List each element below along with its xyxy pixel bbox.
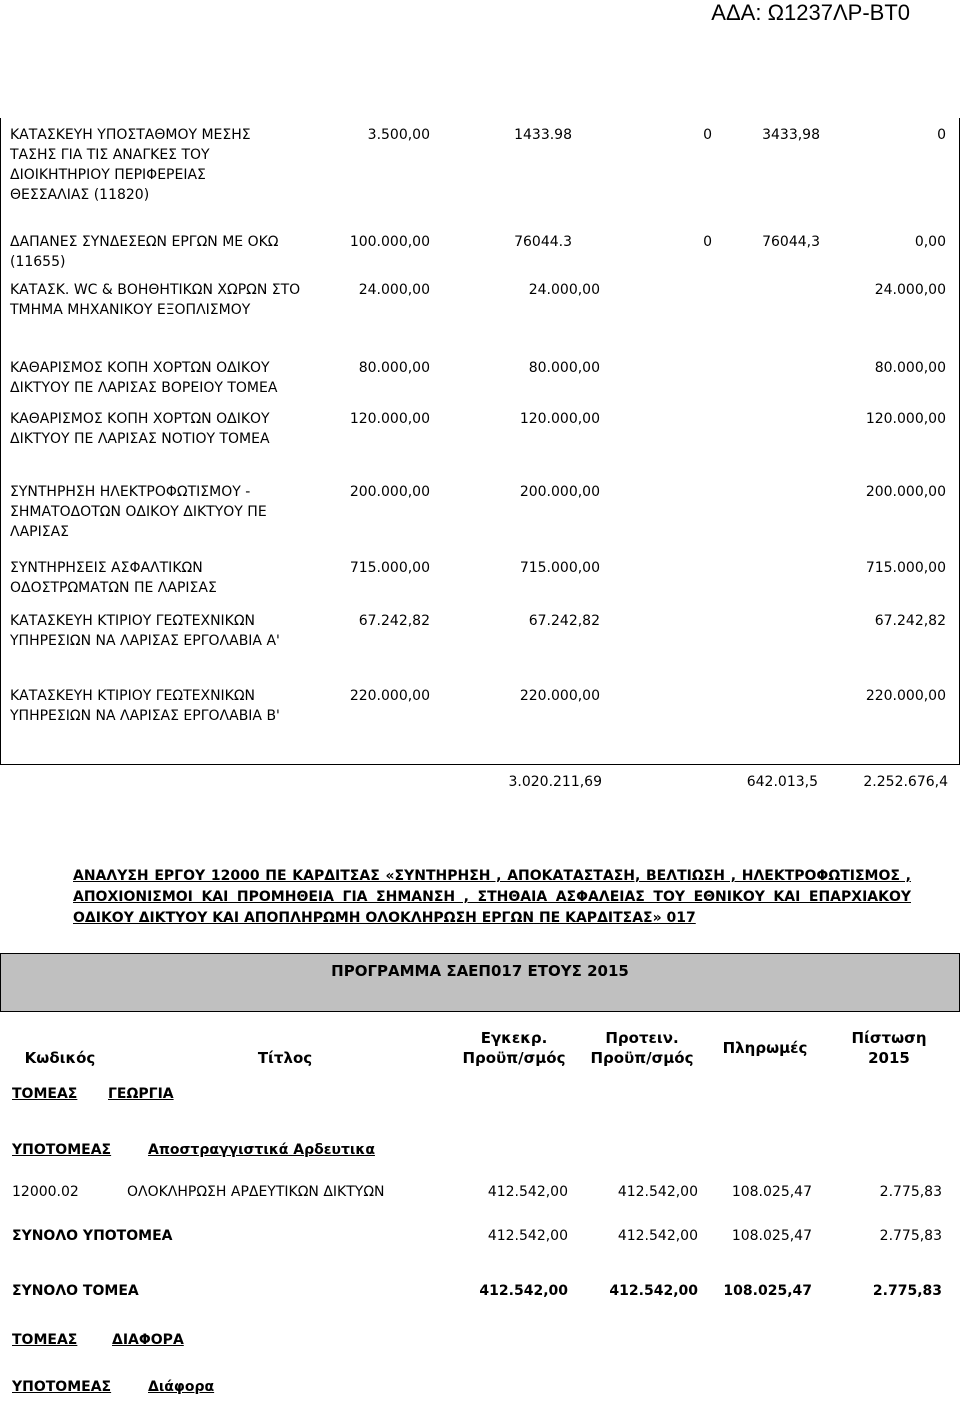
table-cell: 76044,3 — [762, 234, 820, 250]
table-row-title: ΚΑΤΑΣΚΕΥΗ ΚΤΙΡΙΟΥ ΓΕΩΤΕΧΝΙΚΩΝ ΥΠΗΡΕΣΙΩΝ ΝΑ ΛΑΡΙΣΑΣ ΕΡΓΟΛΑΒΙΑ Α' — [10, 613, 280, 649]
col-credit-line1: Πίστωση — [851, 1029, 927, 1047]
table-cell: 67.242,82 — [358, 613, 430, 629]
item-title: ΟΛΟΚΛΗΡΩΣΗ ΑΡΔΕΥΤΙΚΩΝ ΔΙΚΤΥΩΝ — [127, 1184, 385, 1200]
subsector-name: Διάφορα — [148, 1379, 215, 1395]
col-approved-line2: Προϋπ/σμός — [462, 1049, 566, 1067]
table-cell: 715.000,00 — [349, 560, 430, 576]
col-proposed-line1: Προτειν. — [605, 1029, 679, 1047]
table-cell: 200.000,00 — [865, 484, 946, 500]
table-cell: 24.000,00 — [358, 282, 430, 298]
table-cell: 80.000,00 — [874, 360, 946, 376]
subsector-total-payments: 108.025,47 — [731, 1228, 812, 1244]
item-payments: 108.025,47 — [731, 1184, 812, 1200]
sector-total-credit: 2.775,83 — [872, 1283, 942, 1299]
table-cell: 0 — [703, 127, 712, 143]
table-row-title: ΚΑΘΑΡΙΣΜΟΣ ΚΟΠΗ ΧΟΡΤΩΝ ΟΔΙΚΟΥ ΔΙΚΤΥΟΥ ΠΕ ΛΑΡΙΣΑΣ ΒΟΡΕΙΟΥ ΤΟΜΕΑ — [10, 360, 278, 396]
item-credit: 2.775,83 — [879, 1184, 942, 1200]
table-cell: 0,00 — [914, 234, 946, 250]
total-credit: 2.252.676,4 — [863, 774, 948, 790]
table-cell: 715.000,00 — [865, 560, 946, 576]
table-cell: 200.000,00 — [519, 484, 600, 500]
total-payments: 642.013,5 — [746, 774, 818, 790]
item-proposed: 412.542,00 — [617, 1184, 698, 1200]
subsector-total-proposed: 412.542,00 — [617, 1228, 698, 1244]
col-proposed-line2: Προϋπ/σμός — [590, 1049, 694, 1067]
item-approved: 412.542,00 — [487, 1184, 568, 1200]
col-payments: Πληρωμές — [722, 1039, 808, 1057]
table-cell: 24.000,00 — [528, 282, 600, 298]
program-band — [0, 953, 960, 1012]
table-row-title: ΣΥΝΤΗΡΗΣΗ ΗΛΕΚΤΡΟΦΩΤΙΣΜΟΥ - ΣΗΜΑΤΟΔΟΤΩΝ ΟΔΙΚΟΥ ΔΙΚΤΥΟΥ ΠΕ ΛΑΡΙΣΑΣ — [10, 484, 267, 540]
table-cell: 0 — [937, 127, 946, 143]
sector-total-label: ΣΥΝΟΛΟ ΤΟΜΕΑ — [12, 1283, 139, 1299]
table-row-title: ΚΑΘΑΡΙΣΜΟΣ ΚΟΠΗ ΧΟΡΤΩΝ ΟΔΙΚΟΥ ΔΙΚΤΥΟΥ ΠΕ ΛΑΡΙΣΑΣ ΝΟΤΙΟΥ ΤΟΜΕΑ — [10, 411, 270, 447]
col-approved-line1: Εγκεκρ. — [480, 1029, 548, 1047]
table-row-title: ΔΑΠΑΝΕΣ ΣΥΝΔΕΣΕΩΝ ΕΡΓΩΝ ΜΕ ΟΚΩ (11655) — [10, 234, 279, 270]
subsector-total-approved: 412.542,00 — [487, 1228, 568, 1244]
subsector-total-label: ΣΥΝΟΛΟ ΥΠΟΤΟΜΕΑ — [12, 1228, 173, 1244]
table-row-title: ΣΥΝΤΗΡΗΣΕΙΣ ΑΣΦΑΛΤΙΚΩΝ ΟΔΟΣΤΡΩΜΑΤΩΝ ΠΕ ΛΑΡΙΣΑΣ — [10, 560, 217, 596]
table-cell: 3433,98 — [762, 127, 820, 143]
sector-name: ΓΕΩΡΓΙΑ — [108, 1086, 174, 1102]
sector-total-payments: 108.025,47 — [723, 1283, 812, 1299]
total-approved: 3.020.211,69 — [508, 774, 602, 790]
table-cell: 1433.98 — [514, 127, 572, 143]
table-cell: 220.000,00 — [349, 688, 430, 704]
table-cell: 67.242,82 — [528, 613, 600, 629]
section-title: ΑΝΑΛΥΣΗ ΕΡΓΟΥ 12000 ΠΕ ΚΑΡΔΙΤΣΑΣ «ΣΥΝΤΗΡΗΣΗ , ΑΠΟΚΑΤΑΣΤΑΣΗ, ΒΕΛΤΙΩΣΗ , ΗΛΕΚΤΡΟΦΩΤΙΣΜΟΣ , ΑΠΟΧΙΟΝΙΣΜΟΙ ΚΑΙ ΠΡΟΜΗΘΕΙΑ ΓΙΑ ΣΗΜΑΝΣΗ , ΣΤΗΘΑΙΑ ΑΣΦΑΛΕΙΑΣ ΤΟΥ ΕΘΝΙΚΟΥ ΚΑΙ ΕΠΑΡΧΙΑΚΟΥ ΟΔΙΚΟΥ ΔΙΚΤΥΟΥ ΚΑΙ ΑΠΟΠΛΗΡΩΜΗ ΟΛΟΚΛΗΡΩΣΗ ΕΡΓΩΝ ΠΕ ΚΑΡΔΙΤΣΑΣ» 017 — [73, 868, 911, 926]
program-title: ΠΡΟΓΡΑΜΜΑ ΣΑΕΠ017 ΕΤΟΥΣ 2015 — [331, 962, 629, 980]
table-row-title: ΚΑΤΑΣΚΕΥΗ ΥΠΟΣΤΑΘΜΟΥ ΜΕΣΗΣ ΤΑΣΗΣ ΓΙΑ ΤΙΣ ΑΝΑΓΚΕΣ ΤΟΥ ΔΙΟΙΚΗΤΗΡΙΟΥ ΠΕΡΙΦΕΡΕΙΑΣ ΘΕΣΣΑΛΙΑΣ (11820) — [10, 127, 251, 203]
table-cell: 120.000,00 — [519, 411, 600, 427]
subsector-label: ΥΠΟΤΟΜΕΑΣ — [12, 1379, 112, 1395]
table-cell: 3.500,00 — [367, 127, 430, 143]
table-cell: 220.000,00 — [865, 688, 946, 704]
table-cell: 80.000,00 — [528, 360, 600, 376]
table-cell: 220.000,00 — [519, 688, 600, 704]
table-cell: 715.000,00 — [519, 560, 600, 576]
col-title: Τίτλος — [257, 1049, 313, 1067]
ada-header: ΑΔΑ: Ω1237ΛΡ-ΒΤ0 — [711, 0, 910, 25]
subsector-label: ΥΠΟΤΟΜΕΑΣ — [12, 1142, 112, 1158]
subsector-total-credit: 2.775,83 — [879, 1228, 942, 1244]
item-code: 12000.02 — [12, 1184, 79, 1200]
sector-total-approved: 412.542,00 — [479, 1283, 568, 1299]
table-cell: 200.000,00 — [349, 484, 430, 500]
table-row-title: ΚΑΤΑΣΚ. WC & ΒΟΗΘΗΤΙΚΩΝ ΧΩΡΩΝ ΣΤΟ ΤΜΗΜΑ ΜΗΧΑΝΙΚΟΥ ΕΞΟΠΛΙΣΜΟΥ — [10, 282, 301, 318]
table-cell: 0 — [703, 234, 712, 250]
subsector-name: Αποστραγγιστικά Αρδευτικα — [148, 1142, 375, 1158]
table-cell: 120.000,00 — [865, 411, 946, 427]
sector-total-proposed: 412.542,00 — [609, 1283, 698, 1299]
sector-name: ΔΙΑΦΟΡΑ — [112, 1332, 184, 1348]
sector-label: ΤΟΜΕΑΣ — [12, 1086, 78, 1102]
table-cell: 67.242,82 — [874, 613, 946, 629]
table-cell: 120.000,00 — [349, 411, 430, 427]
table-row-title: ΚΑΤΑΣΚΕΥΗ ΚΤΙΡΙΟΥ ΓΕΩΤΕΧΝΙΚΩΝ ΥΠΗΡΕΣΙΩΝ ΝΑ ΛΑΡΙΣΑΣ ΕΡΓΟΛΑΒΙΑ Β' — [10, 688, 280, 724]
table-cell: 24.000,00 — [874, 282, 946, 298]
col-code: Κωδικός — [24, 1049, 96, 1067]
table-cell: 80.000,00 — [358, 360, 430, 376]
table-cell: 76044.3 — [514, 234, 572, 250]
col-credit-line2: 2015 — [868, 1049, 910, 1067]
table-cell: 100.000,00 — [349, 234, 430, 250]
sector-label: ΤΟΜΕΑΣ — [12, 1332, 78, 1348]
column-header-row — [0, 1010, 960, 1082]
